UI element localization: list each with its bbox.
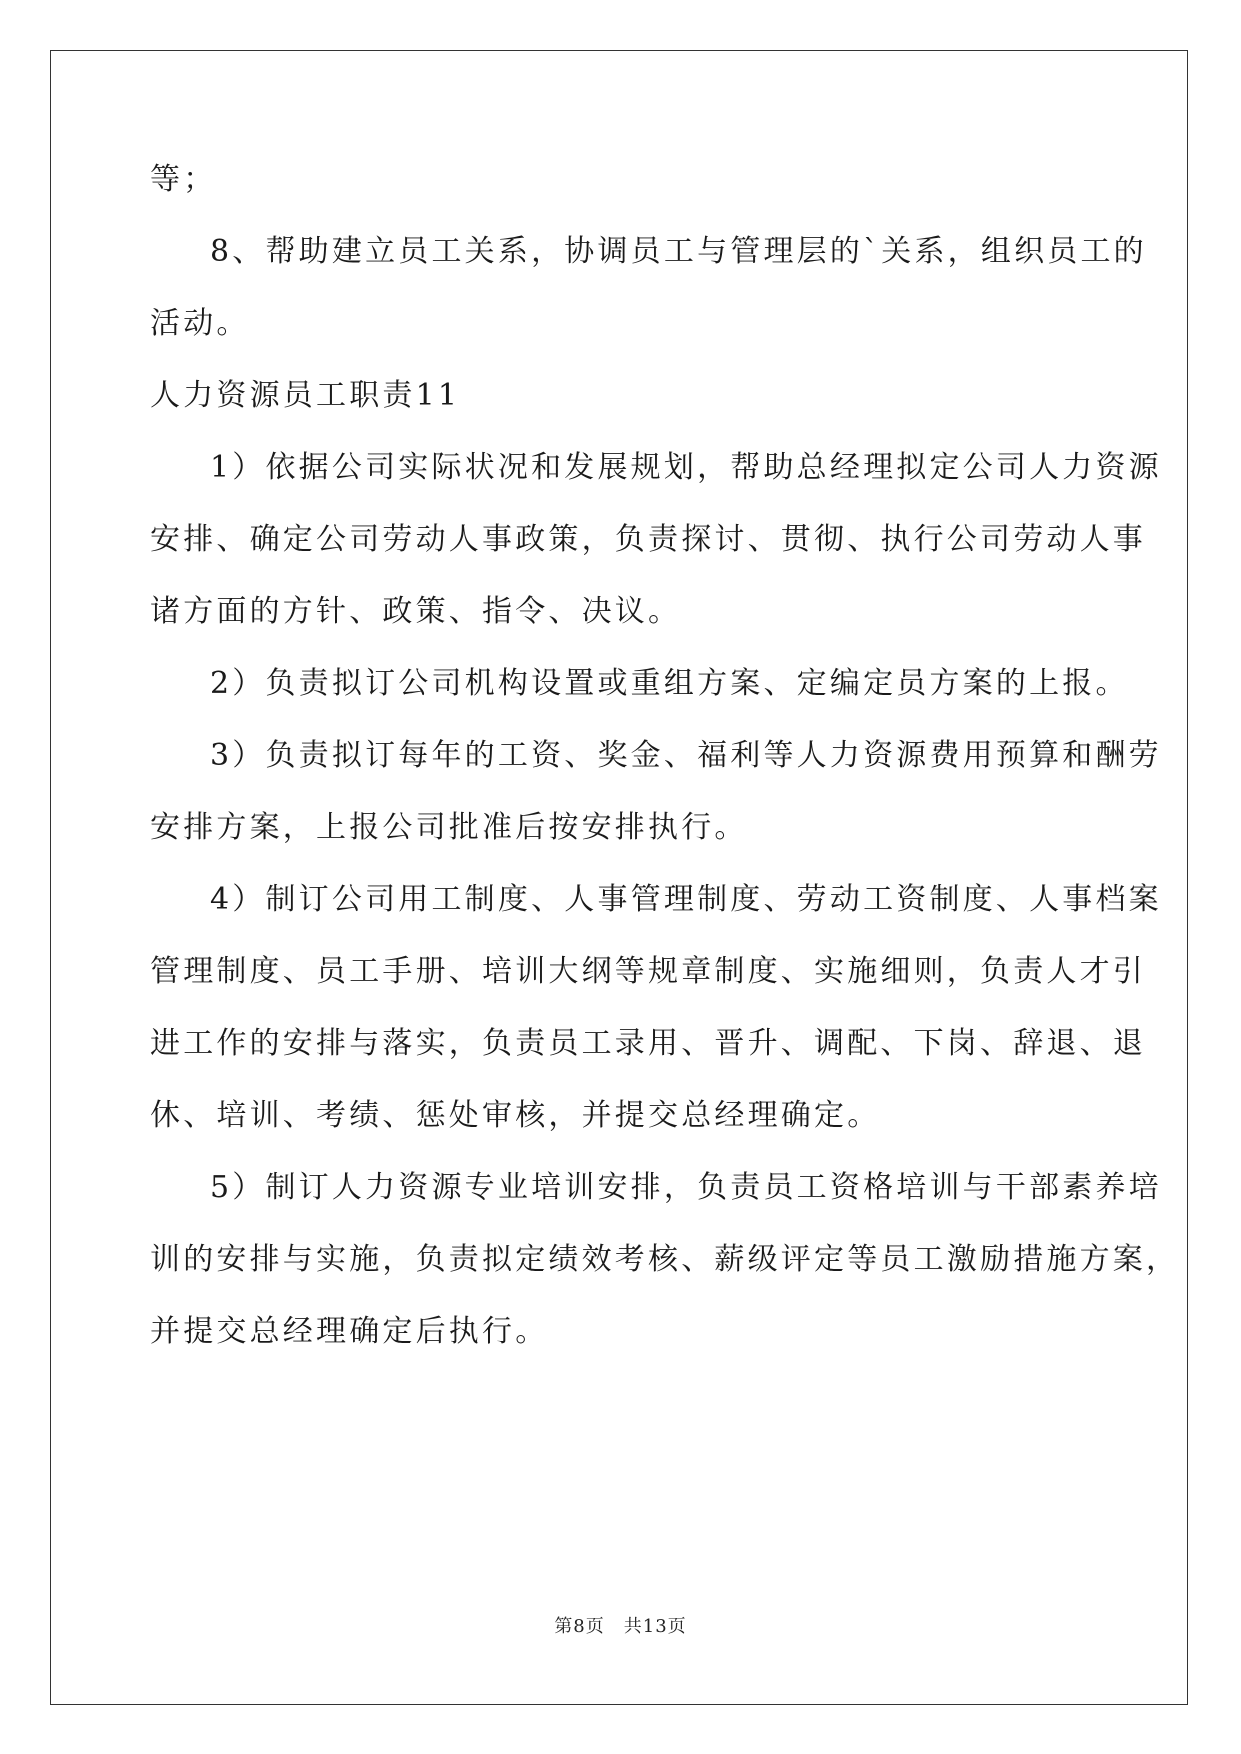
text-line: 5）制订人力资源专业培训安排，负责员工资格培训与干部素养培	[210, 1170, 1162, 1205]
text-line: 休、培训、考绩、惩处审核，并提交总经理确定。	[150, 1098, 881, 1133]
text-line: 4）制订公司用工制度、人事管理制度、劳动工资制度、人事档案	[210, 882, 1162, 917]
text-line: 活动。	[150, 306, 250, 341]
text-line: 安排、确定公司劳动人事政策，负责探讨、贯彻、执行公司劳动人事	[150, 522, 1146, 557]
text-line: 并提交总经理确定后执行。	[150, 1314, 549, 1349]
text-line: 训的安排与实施，负责拟定绩效考核、薪级评定等员工激励措施方案，	[150, 1242, 1180, 1277]
text-line: 3）负责拟订每年的工资、奖金、福利等人力资源费用预算和酬劳	[210, 738, 1162, 773]
text-line: 1）依据公司实际状况和发展规划，帮助总经理拟定公司人力资源	[210, 450, 1162, 485]
text-line: 管理制度、员工手册、培训大纲等规章制度、实施细则，负责人才引	[150, 954, 1146, 989]
text-line: 2）负责拟订公司机构设置或重组方案、定编定员方案的上报。	[210, 666, 1129, 701]
text-line: 安排方案，上报公司批准后按安排执行。	[150, 810, 748, 845]
text-line: 8、帮助建立员工关系，协调员工与管理层的`关系，组织员工的	[210, 234, 1147, 269]
section-heading: 人力资源员工职责11	[150, 378, 461, 413]
text-line: 等；	[150, 162, 217, 197]
text-line: 诸方面的方针、政策、指令、决议。	[150, 594, 682, 629]
text-line: 进工作的安排与落实，负责员工录用、晋升、调配、下岗、辞退、退	[150, 1026, 1146, 1061]
page-number-footer: 第8页 共13页	[554, 1616, 687, 1637]
page-border	[50, 50, 1188, 1705]
